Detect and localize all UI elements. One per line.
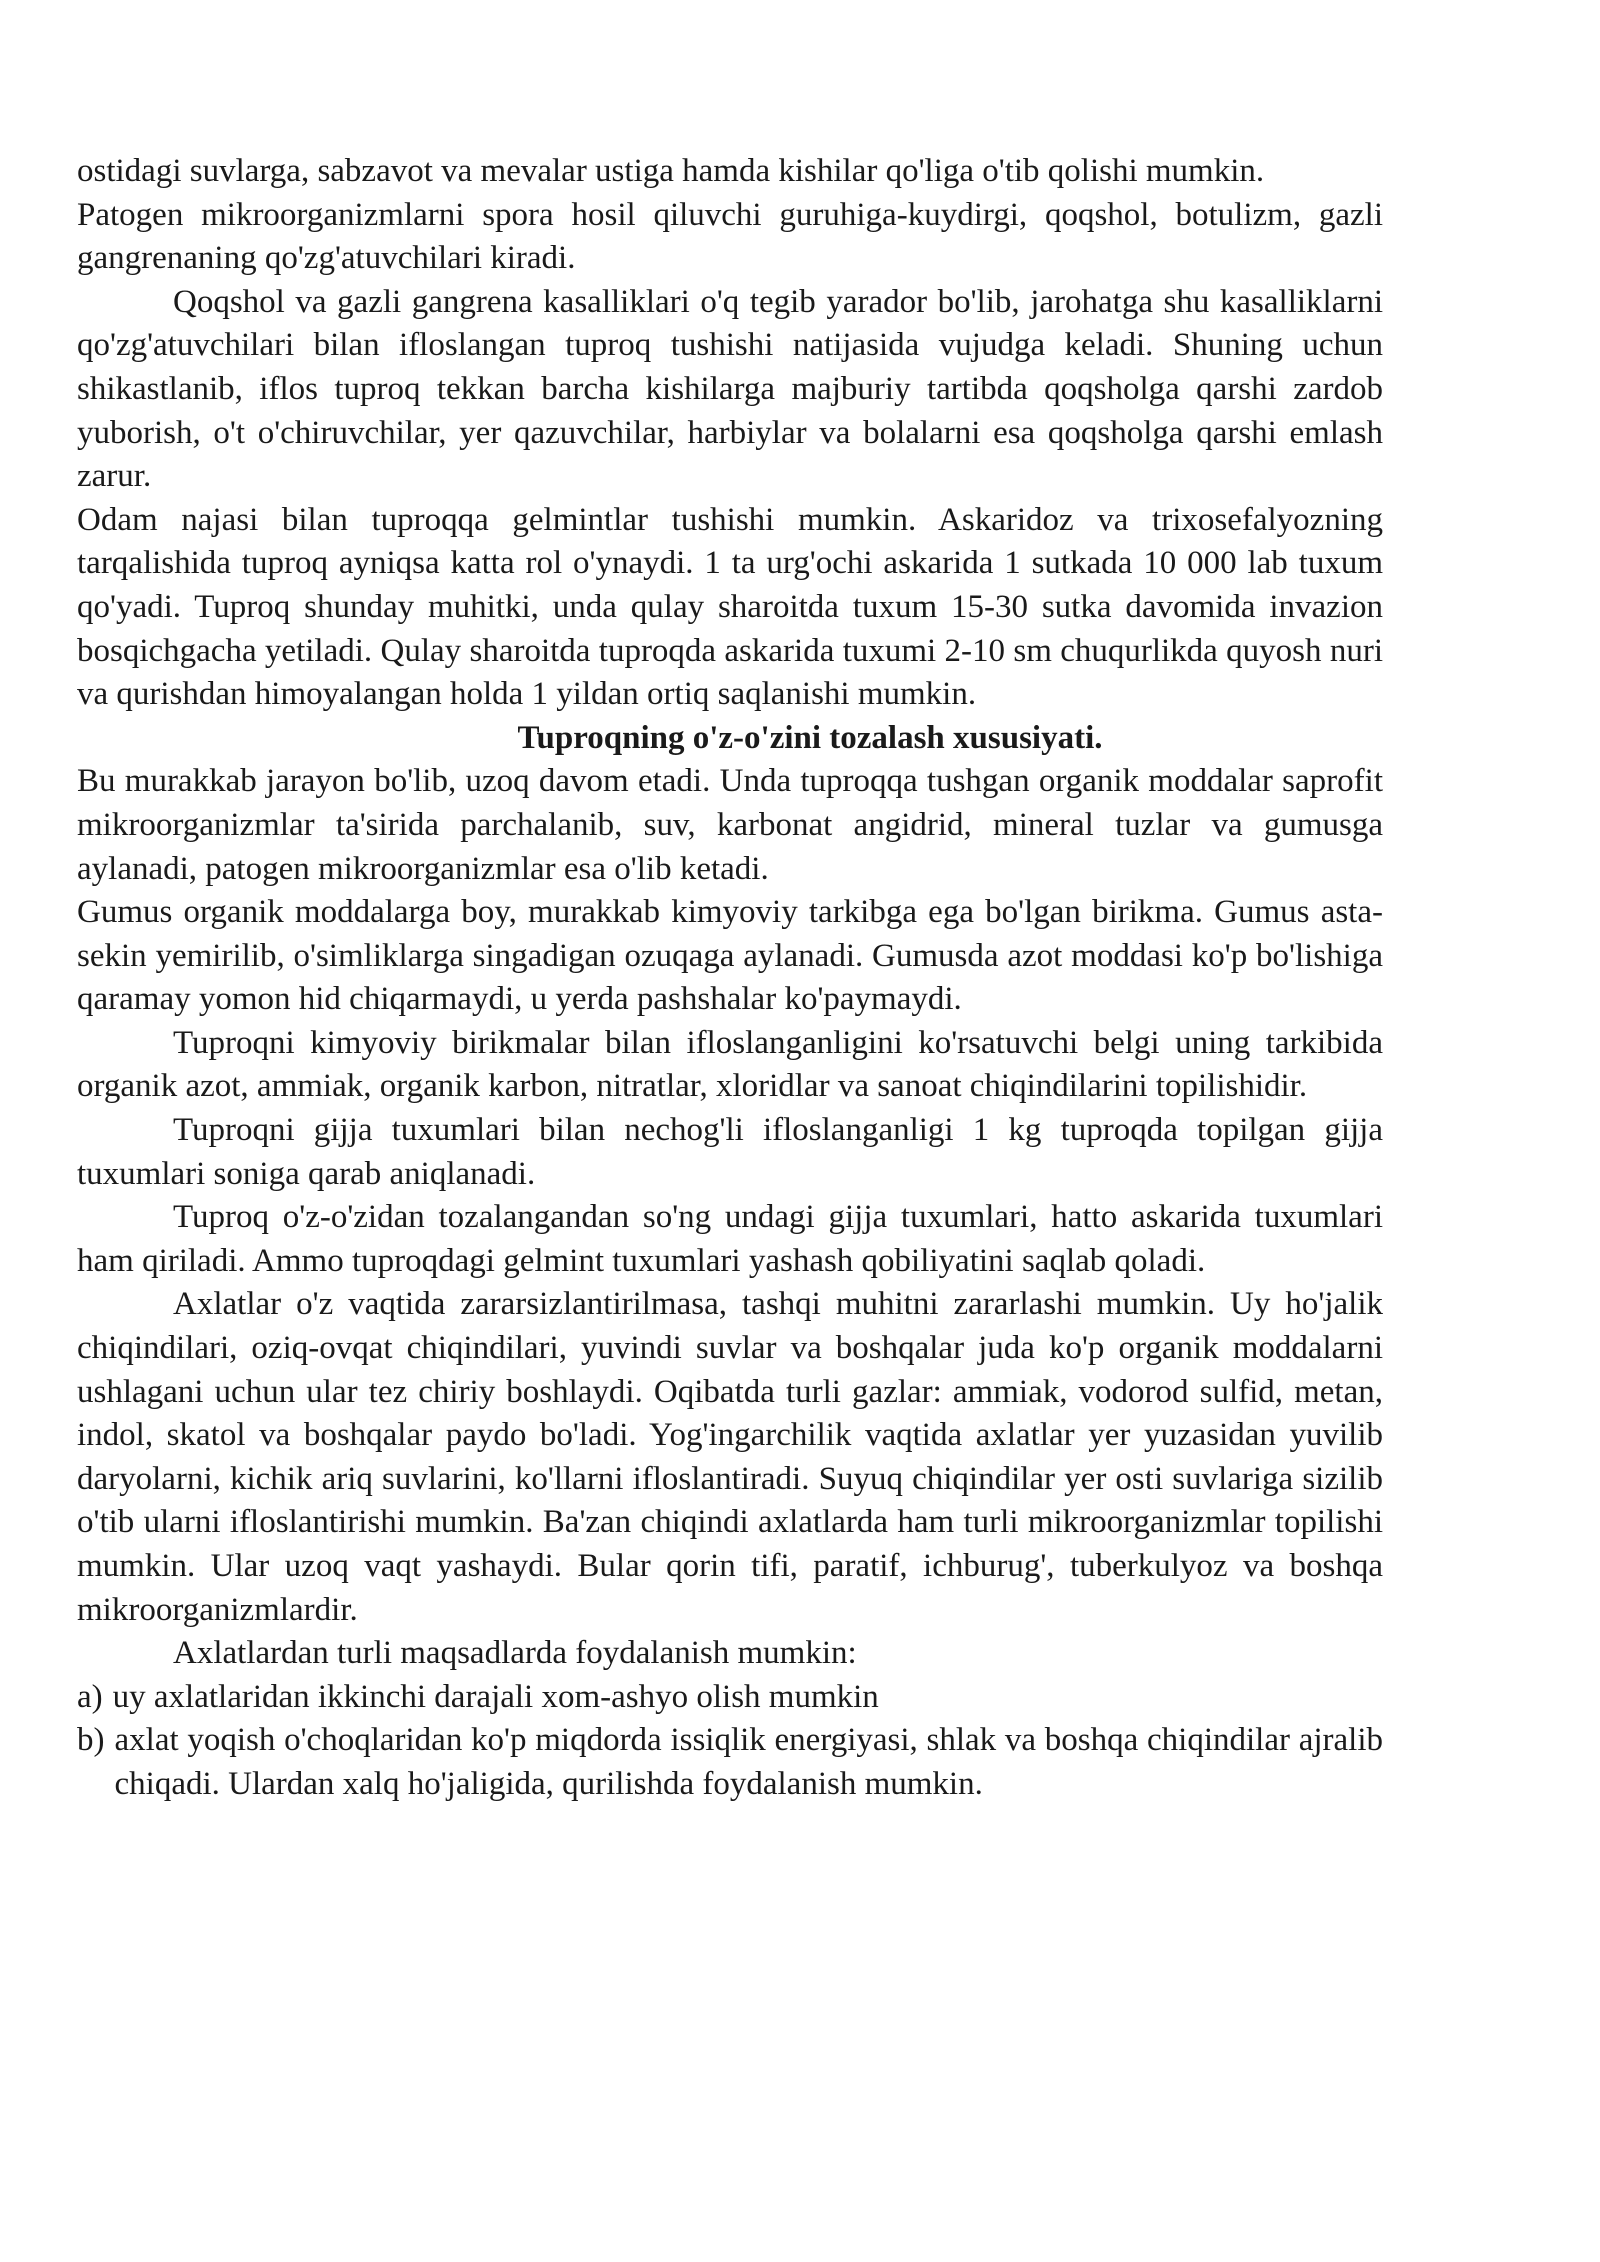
list-marker: b) [77,1722,105,1759]
document-page [77,150,1383,1807]
section-heading: Tuproqning o'z-o'zini tozalash xususiyati. [517,719,1103,756]
paragraph-gijja: Tuproqni gijja tuxumlari bilan nechog'li ifloslanganligi 1 kg tuproqda topilgan gijja tuxumlari soniga qarab aniqlanadi. [77,1112,1383,1192]
list-item-text: axlat yoqish o'choqlaridan ko'p miqdorda issiqlik energiyasi, shlak va boshqa chiqindilar ajralib chiqadi. Ulardan xalq ho'jaligida, qurilishda foydalanish mumkin. [114,1722,1383,1802]
list-item-text: uy axlatlaridan ikkinchi darajali xom-ashyo olish mumkin [112,1678,879,1715]
paragraph-kimyoviy: Tuproqni kimyoviy birikmalar bilan ifloslanganligini ko'rsatuvchi belgi uning tarkibida organik azot, ammiak, organik karbon, nitratlar, xloridlar va sanoat chiqindilarini topilishidir. [77,1024,1383,1105]
paragraph-jarayon: Bu murakkab jarayon bo'lib, uzoq davom etadi. Unda tuproqqa tushgan organik moddalar saprofit mikroorganizmlar ta'sirida parchalanib, suv, karbonat angidrid, mineral tuzlar va gumusga aylanadi, patogen mikroorganizmlar esa o'lib ketadi. [77,763,1383,887]
paragraph-qoqshol: Qoqshol va gazli gangrena kasalliklari o'q tegib yarador bo'lib, jarohatga shu kasalliklarni qo'zg'atuvchilari bilan ifloslangan tuproq tushishi natijasida vujudga keladi. Shuning uchun shikastlanib, iflos tuproq tekkan barcha kishilarga majburiy tartibda qoqsholga qarshi zardob yuborish, o't o'chiruvchilar, yer qazuvchilar, harbiylar va bolalarni esa qoqsholga qarshi emlash zarur. [77,283,1383,495]
list-item [77,1719,1383,1806]
paragraph-continuation: ostidagi suvlarga, sabzavot va mevalar ustiga hamda kishilar qo'liga o'tib qolishi mumkin. [77,153,1265,189]
paragraph-gelmintlar: Odam najasi bilan tuproqqa gelmintlar tushishi mumkin. Askaridoz va trixosefalyozning tarqalishida tuproq ayniqsa katta rol o'ynaydi. 1 ta urg'ochi askarida 1 sutkada 10 000 lab tuxum qo'yadi. Tuproq shunday muhitki, unda qulay sharoitda tuxum 15-30 sutka davomida invazion bosqichgacha yetiladi. Qulay sharoitda tuproqda askarida tuxumi 2-10 sm chuqurlikda quyosh nuri va qurishdan himoyalangan holda 1 yildan ortiq saqlanishi mumkin. [77,501,1383,713]
paragraph-tozalangandan: Tuproq o'z-o'zidan tozalangandan so'ng undagi gijja tuxumlari, hatto askarida tuxumlari ham qiriladi. Ammo tuproqdagi gelmint tuxumlari yashash qobiliyatini saqlab qoladi. [77,1199,1383,1279]
list-item [77,1676,1383,1720]
paragraph-gumus: Gumus organik moddalarga boy, murakkab kimyoviy tarkibga ega bo'lgan birikma. Gumus asta-sekin yemirilib, o'simliklarga singadigan ozuqaga aylanadi. Gumusda azot moddasi ko'p bo'lishiga qaramay yomon hid chiqarmaydi, u yerda pashshalar ko'paymaydi. [77,894,1383,1018]
paragraph-patogen: Patogen mikroorganizmlarni spora hosil qiluvchi guruhiga-kuydirgi, qoqshol, botulizm, gazli gangrenaning qo'zg'atuvchilari kiradi. [77,196,1383,277]
list-marker: a) [77,1678,103,1715]
paragraph-axlatlar: Axlatlar o'z vaqtida zararsizlantirilmasa, tashqi muhitni zararlashi mumkin. Uy ho'jalik chiqindilari, oziq-ovqat chiqindilari, yuvindi suvlar va boshqalar juda ko'p organik moddalarni ushlagani uchun ular tez chiriy boshlaydi. Oqibatda turli gazlar: ammiak, vodorod sulfid, metan, indol, skatol va boshqalar paydo bo'ladi. Yog'ingarchilik vaqtida axlatlar yer yuzasidan yuvilib daryolarni, kichik ariq suvlarini, ko'llarni ifloslantiradi. Suyuq chiqindilar yer osti suvlariga sizilib o'tib ularni ifloslantirishi mumkin. Ba'zan chiqindi axlatlarda ham turli mikroorganizmlar topilishi mumkin. Ular uzoq vaqt yashaydi. Bular qorin tifi, paratif, ichburug', tuberkulyoz va boshqa mikroorganizmlardir. [77,1286,1383,1628]
paragraph-foydalanish: Axlatlardan turli maqsadlarda foydalanish mumkin: [173,1635,857,1672]
